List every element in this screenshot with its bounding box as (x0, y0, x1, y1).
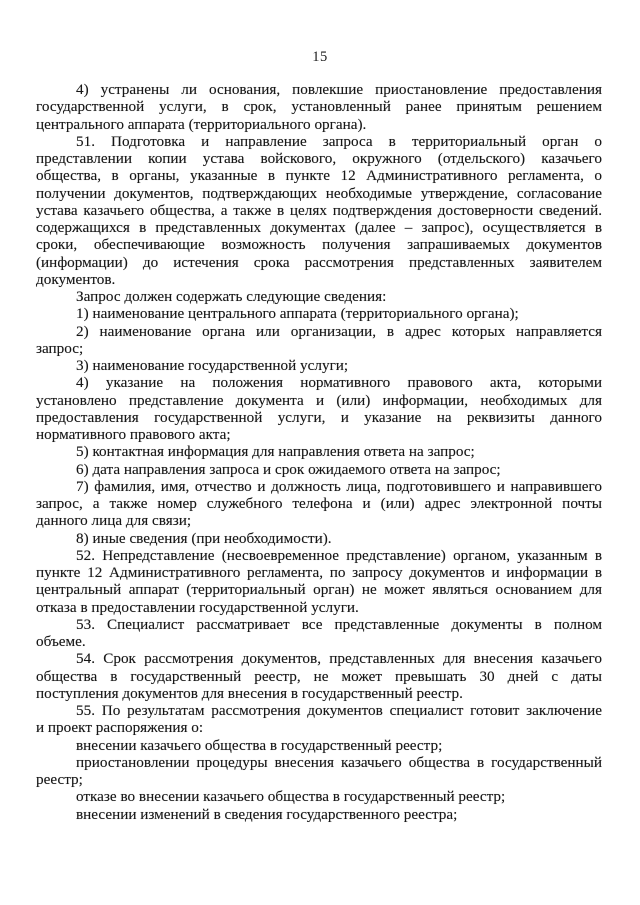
text-line: 3) наименование государственной услуги; (76, 357, 349, 374)
text-line: данного лица для связи; (36, 512, 192, 530)
text-line: государственной услуги, в срок, установленный ранее принятым решением (36, 98, 602, 116)
text-line: 53. Специалист рассматривает все представленные документы в полном (76, 615, 602, 633)
text-line: отказа в предоставлении государственной услуги. (36, 598, 359, 616)
text-line: сроки, обеспечивающие возможность получения запрашиваемых документов (36, 236, 602, 254)
text-line: центральный аппарат (территориальный орган) не может являться основанием для (36, 581, 602, 599)
text-line: 8) иные сведения (при необходимости). (76, 529, 332, 547)
text-line: предоставления государственной услуги, и указание на реквизиты данного (36, 408, 602, 426)
text-line: 55. По результатам рассмотрения документов специалист готовит заключение (76, 702, 602, 719)
text-line: 7) фамилия, имя, отчество и должность лица, подготовившего и направившего (76, 477, 602, 495)
text-line: Запрос должен содержать следующие сведения: (76, 288, 387, 305)
text-line: представлении копии устава войскового, окружного (отдельского) казачьего (36, 150, 602, 167)
text-line: запрос, а также номер служебного телефона и (или) адрес электронной почты (36, 495, 602, 512)
text-line: отказе во внесении казачьего общества в государственный реестр; (76, 788, 506, 806)
text-line: центрального аппарата (территориального органа). (36, 115, 367, 133)
text-line: общества, в органы, указанные в пункте 12 Административного регламента, о (36, 167, 602, 185)
text-line: 4) устранены ли основания, повлекшие приостановление предоставления (76, 81, 602, 98)
text-line: документов. (36, 270, 116, 288)
text-line: и проект распоряжения о: (36, 719, 204, 737)
text-line: запрос; (36, 339, 84, 357)
text-line: устава казачьего общества, а также в целях подтверждения достоверности сведений. (36, 201, 602, 219)
text-line: нормативного правового акта; (36, 426, 231, 443)
text-line: 5) контактная информация для направления ответа на запрос; (76, 443, 475, 461)
text-line: поступления документов для внесения в государственный реестр. (36, 684, 463, 702)
text-line: получении документов, подтверждающих необходимые утверждение, согласование (36, 184, 602, 202)
text-line: внесении изменений в сведения государственного реестра; (76, 805, 458, 823)
text-line: внесении казачьего общества в государственный реестр; (76, 736, 443, 754)
text-line: пункте 12 Административного регламента, по запросу документов и информации в (36, 564, 602, 581)
text-line: 51. Подготовка и направление запроса в территориальный орган о (76, 132, 602, 150)
text-block (36, 81, 602, 823)
text-line: 52. Непредставление (несвоевременное представление) органом, указанным в (76, 546, 602, 564)
text-line: содержащихся в представленных документах (далее – запрос), осуществляется в (36, 219, 602, 236)
text-line: 2) наименование органа или организации, в адрес которых направляется (76, 322, 602, 340)
text-line: объеме. (36, 633, 86, 650)
text-line: приостановлении процедуры внесения казачьего общества в государственный (76, 753, 602, 771)
text-line: 54. Срок рассмотрения документов, представленных для внесения казачьего (76, 650, 602, 668)
text-line: 1) наименование центрального аппарата (территориального органа); (76, 305, 519, 323)
page-number: 15 (312, 49, 328, 65)
text-line: реестр; (36, 771, 83, 788)
text-line: общества в государственный реестр, не может превышать 30 дней с даты (36, 667, 602, 685)
text-line: (информации) до истечения срока рассмотрения представленных заявителем (36, 253, 602, 271)
text-line: установлено представление документа и (или) информации, необходимых для (36, 391, 602, 409)
text-line: 4) указание на положения нормативного правового акта, которыми (76, 374, 602, 392)
text-line: 6) дата направления запроса и срок ожидаемого ответа на запрос; (76, 460, 501, 478)
